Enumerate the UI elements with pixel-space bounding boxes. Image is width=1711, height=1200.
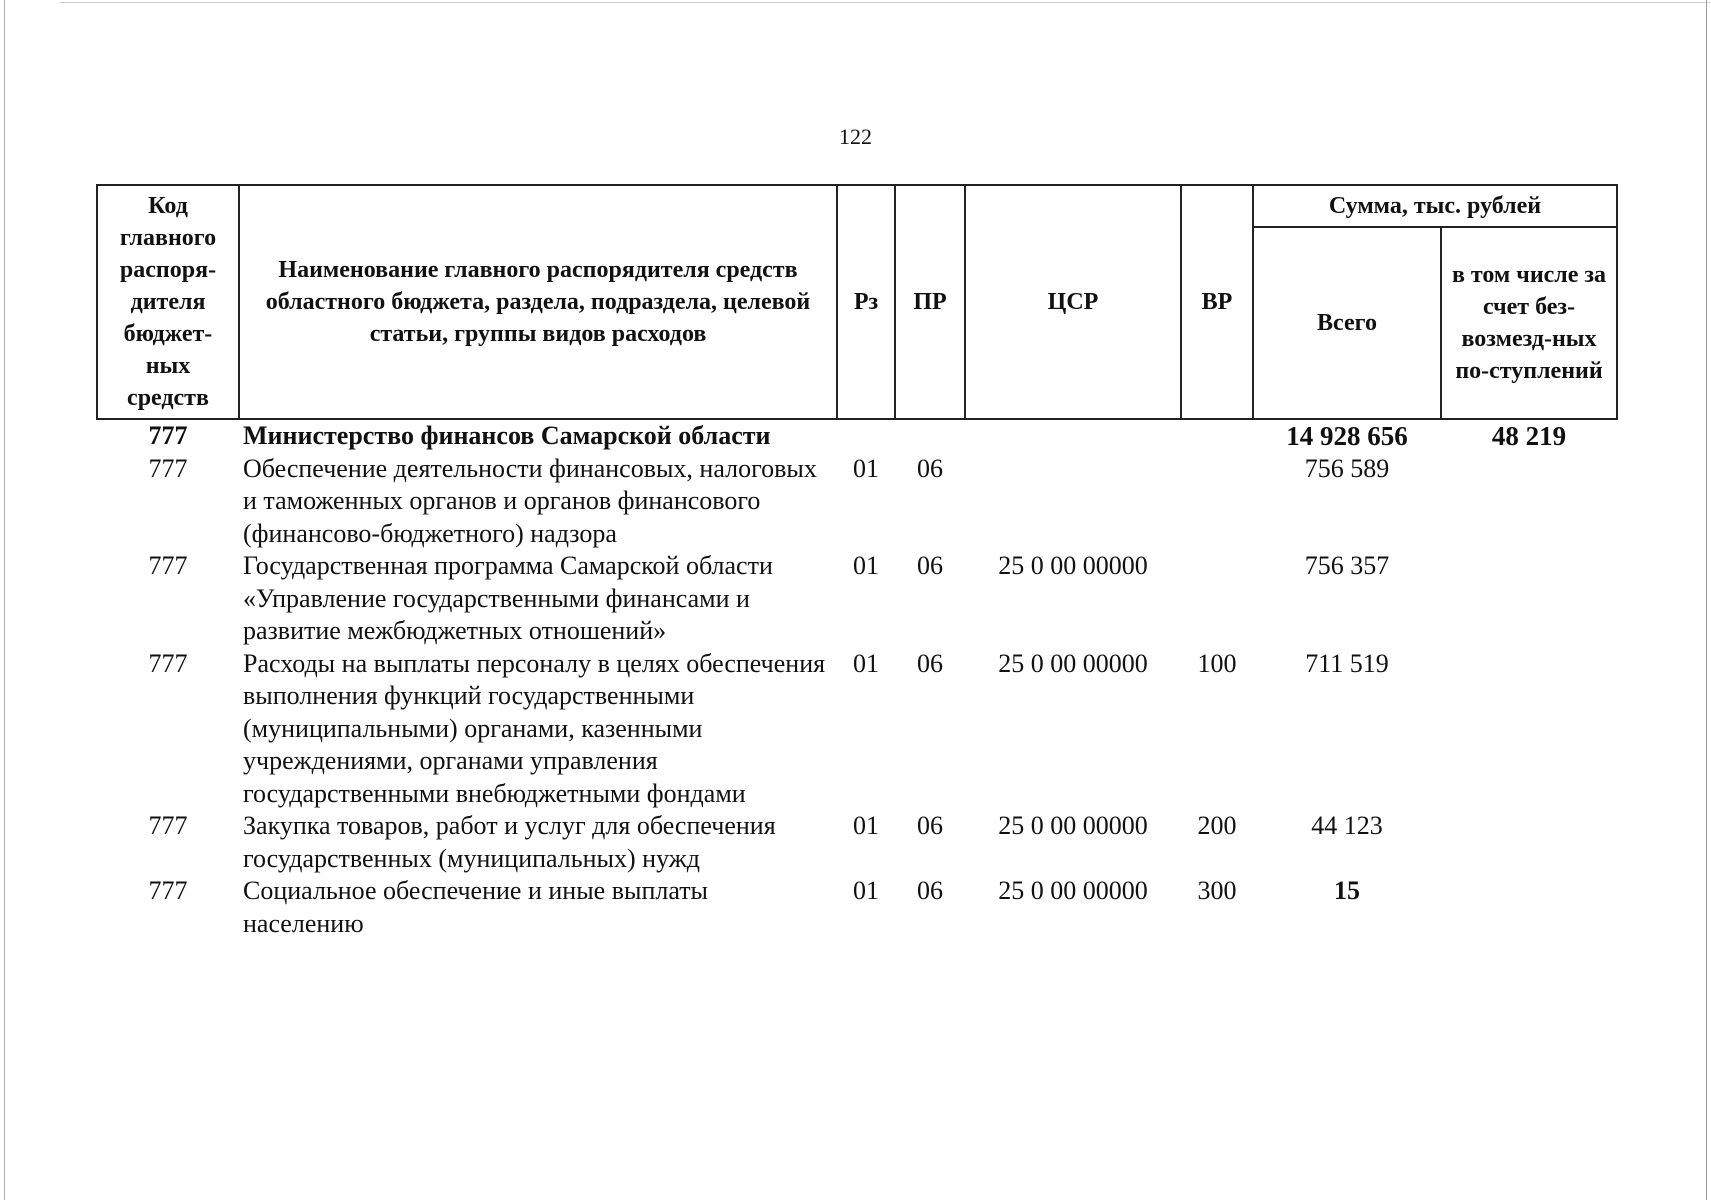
cell-vr: 100 [1197,648,1237,678]
cell-name: Социальное обеспечение и иные выплаты населению [243,876,709,938]
cell-total: 44 123 [1311,811,1383,840]
cell-vr [1181,550,1253,648]
cell-rz: 01 [853,811,879,840]
cell-csr [965,453,1181,551]
cell-rz [837,419,895,453]
cell-pr: 06 [917,551,943,580]
cell-name: Государственная программа Самарской области «Управление государственными финансами и развитие межбюджетных отношений» [243,551,773,645]
cell-csr: 25 0 00 00000 [998,551,1148,580]
header-total: Всего [1253,227,1441,419]
cell-csr [965,419,1181,453]
table-row [97,550,1617,648]
table-row [97,419,1617,453]
cell-grant: 48 219 [1491,421,1567,451]
cell-total: 711 519 [1305,648,1389,678]
cell-grant [1441,810,1617,875]
header-sum: Сумма, тыс. рублей [1253,185,1617,227]
cell-csr: 25 0 00 00000 [998,876,1148,905]
cell-vr: 200 [1197,811,1237,840]
table-row [97,453,1617,551]
page-number: 122 [839,124,872,149]
cell-total: 756 357 [1304,551,1390,580]
scan-edge-right [1706,0,1707,1200]
cell-vr: 300 [1197,876,1237,905]
header-name: Наименование главного распорядителя средств областного бюджета, раздела, подраздела, целевой статьи, группы видов расходов [239,185,837,419]
table-row [97,810,1617,875]
cell-name: Обеспечение деятельности финансовых, налоговых и таможенных органов и органов финансового (финансово-бюджетного) надзора [243,453,817,548]
cell-name: Расходы на выплаты персоналу в целях обеспечения выполнения функций государственными (муниципальными) органами, казенными учреждениями, органами управления государственными внебюджетными фондами [243,648,826,808]
cell-code: 777 [148,876,188,905]
cell-grant [1441,875,1617,940]
cell-pr: 06 [917,453,943,483]
table-row [97,875,1617,940]
table-row [97,648,1617,811]
table-body [97,419,1617,940]
table-header [97,185,1617,419]
cell-name: Закупка товаров, работ и услуг для обеспечения государственных (муниципальных) нужд [243,811,776,873]
cell-name: Министерство финансов Самарской области [243,421,771,450]
cell-vr [1181,453,1253,551]
cell-total: 15 [1334,876,1360,905]
cell-csr: 25 0 00 00000 [998,811,1148,840]
header-pr: ПР [895,185,965,419]
cell-total: 14 928 656 [1286,421,1408,451]
header-grant: в том числе за счет без-возмезд-ных по-ступлений [1441,227,1617,419]
cell-code: 777 [148,648,188,678]
cell-rz: 01 [853,876,879,905]
header-code: Код главного распоря-дителя бюджет-ных средств [97,185,239,419]
header-csr: ЦСР [965,185,1181,419]
cell-pr [895,419,965,453]
cell-rz: 01 [853,648,879,678]
cell-code: 777 [148,811,188,840]
scan-edge-left [4,0,5,1200]
cell-grant [1441,550,1617,648]
cell-pr: 06 [917,811,943,840]
cell-code: 777 [148,453,188,483]
cell-grant [1441,648,1617,811]
cell-grant [1441,453,1617,551]
cell-csr: 25 0 00 00000 [998,648,1148,678]
cell-total: 756 589 [1304,453,1390,483]
cell-rz: 01 [853,453,879,483]
header-rz: Рз [837,185,895,419]
cell-code: 777 [148,421,188,450]
cell-pr: 06 [917,648,943,678]
cell-code: 777 [148,551,188,580]
scan-edge-top [60,2,1710,3]
budget-table [96,184,1618,940]
cell-vr [1181,419,1253,453]
cell-rz: 01 [853,551,879,580]
cell-pr: 06 [917,876,943,905]
header-vr: ВР [1181,185,1253,419]
